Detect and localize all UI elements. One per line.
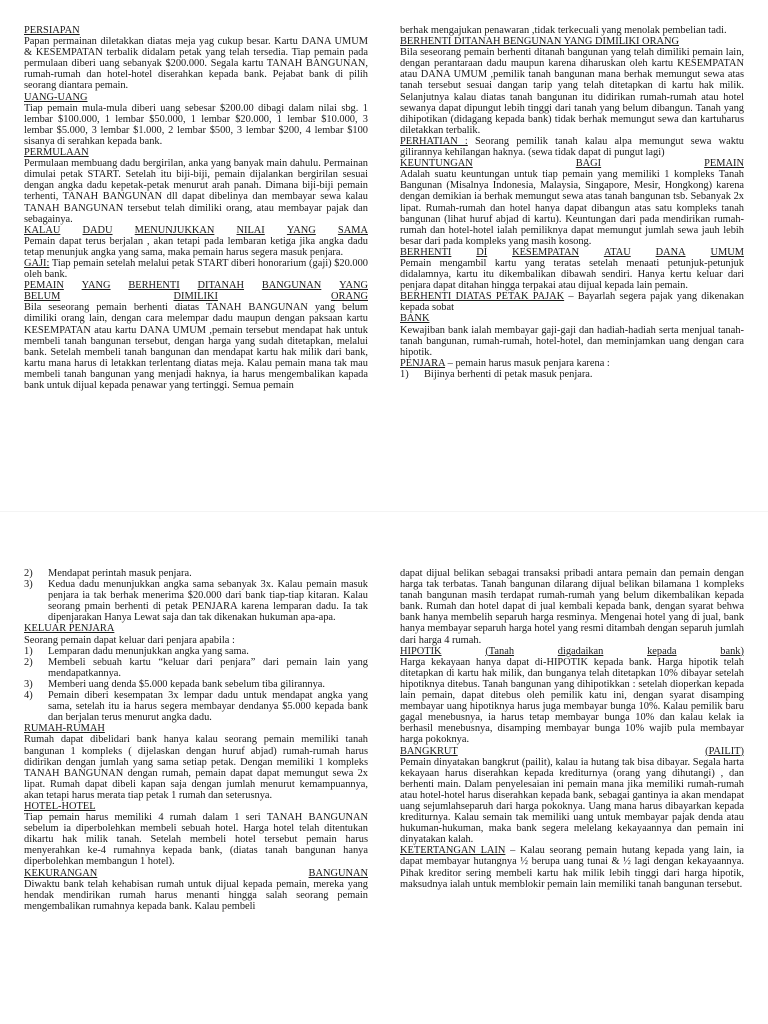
inline-heading: GAJI: (24, 257, 50, 269)
heading-word: HIPOTIK (400, 645, 442, 657)
list-item (24, 690, 368, 723)
heading-word: PEMAIN (24, 280, 64, 292)
list-text: Mendapat perintah masuk penjara. (48, 568, 192, 579)
page-1-right-column (400, 25, 744, 512)
list-text: Membeli sebuah kartu “keluar dari penjara” dari pemain lain yang mendapatkannya. (48, 656, 368, 679)
paragraph: Pemain dinyatakan bangkrut (pailit), kalau ia hutang tak bisa dibayar. Segala harta kekayaan harus diserahkan kepada krediturnya (orang yang dihutangi) , dan berhenti main. Dalam penyelesaian ini pemain mana jika memiliki rumah-rumah atau hotel-hotel harus diserahkan kepada bank, sebagai gantinya ia akan mendapat uang sejumlahseparuh dari harga pokoknya. Uang mana harus dibayarkan kepada krediturnya. Kalau semain tak memiliki uang untuk membayar pajak denda atau hukuman-hukuman, maka bank segera melelang kekayaannya dan pemain ini dinyatakan kalah. (400, 756, 744, 846)
heading-word: DITANAH (197, 280, 245, 292)
paragraph: berhak mengajukan penawaran ,tidak terkecuali yang menolak pembelian tadi. (400, 25, 727, 36)
paragraph: Harga kekayaan hanya dapat di-HIPOTIK kepada bank. Harga hipotik telah ditetapkan di kartu hak milik, dan bunganya telah ditetapkan 10% dibayar setelah hipotiknya ditebus. Tanah bangunan yang dihipotikkan : setelah dioperkan kepada lain pemain, dapat ditebus oleh pemilik katu ini, dengan syarat disamping membayar uang hipotiknya harus juga membayar bunga 10%. Kalau pemilik baru gagal menebusnya, ia harus tetap membayar bunga 10% dan kalau kelak ia berhasil menebusnya, disamping membayar bunga 10% wajib pula membayar harga pokoknya. (400, 656, 744, 746)
section-heading: HOTEL-HOTEL (24, 800, 96, 812)
paragraph: Pemain mengambil kartu yang teratas setelah menaati petunjuk-petunjuk didalamnya, kartu itu dikembalikan dibawah sendiri. Hanya kertu keluar dari penjara dapat ditahan hingga terpakai atau dijual kepada lain pemain. (400, 257, 744, 292)
list-item (24, 579, 368, 623)
section-heading (24, 225, 368, 236)
section-heading: BERHENTI DITANAH BENGUNAN YANG DIMILIKI ORANG (400, 36, 680, 48)
section-heading: KELUAR PENJARA (24, 623, 115, 635)
section-heading (24, 868, 368, 879)
paragraph: Pemain dapat terus berjalan , akan tetapi pada lembaran ketiga jika angka dadu tetap menunjuk angka yang sama, maka pemain harus segera masuk penjara. (24, 235, 368, 258)
heading-word: kepada (647, 645, 677, 657)
list-text: Memberi uang denda $5.000 kepada bank sebelum tiba gilirannya. (48, 678, 326, 690)
paragraph: Tiap pemain mula-mula diberi uang sebesar $200.00 dibagi dalam nilai sbg. 1 lembar $100.000, 1 lembar $50.000, 1 lembar $20.000, 1 lembar $10.000, 3 lembar $5.000, 3 lembar $1.000, 2 lembar $500, 3 lembar $200, 4 lembar $100 sisanya di serahkan kepada bank. (24, 102, 368, 147)
section-heading (24, 291, 368, 302)
paragraph (400, 291, 744, 313)
section-heading: UANG-UANG (24, 91, 88, 103)
paragraph (400, 136, 744, 158)
heading-word: YANG (286, 224, 316, 236)
section-heading: BANK (400, 313, 430, 325)
list-text: Bijinya berhenti di petak masuk penjara. (424, 368, 593, 380)
paragraph: Kewajiban bank ialah membayar gaji-gaji dan hadiah-hadiah serta menjual tanah-tanah bangunan, rumah-rumah, hotel-hotel, dan meminjamkan uang dengan cara hipotik. (400, 324, 744, 358)
list-number: 4) (24, 690, 33, 702)
list-number: 2) (24, 568, 33, 579)
heading-word: PEMAIN (704, 158, 744, 170)
paragraph (400, 358, 744, 369)
section-heading (400, 746, 744, 757)
page-2-left-column (24, 568, 368, 1024)
heading-word: ATAU (603, 246, 631, 258)
heading-word: BERHENTI (400, 246, 452, 258)
heading-word: ORANG (331, 291, 368, 303)
list-item (24, 679, 368, 690)
heading-word: SAMA (337, 224, 368, 236)
heading-word: BERHENTI (128, 280, 180, 292)
inline-heading: KETERTANGAN LAIN (400, 845, 506, 857)
list-text: Lemparan dadu menunjukkan angka yang sama. (48, 645, 249, 657)
section-heading: PERMULAAN (24, 147, 89, 159)
paragraph (400, 845, 744, 889)
heading-word: KEKURANGAN (24, 867, 98, 879)
list-number: 2) (24, 656, 33, 668)
inline-heading: PERHATIAN : (400, 135, 468, 147)
inline-heading: PENJARA (400, 357, 446, 369)
paragraph (24, 258, 368, 280)
paragraph-text: – Kalau seorang pemain hutang kepada yang lain, ia dapat membayar hutangnya ½ berupa uang tunai & ½ lagi dengan kekayaannya. Pihak kreditor sering membeli kartu hak milik lebih tinggi dari harga hipotik, maksudnya ialah untuk memblokir pemain lain memiliki tanah bangunan tersebut. (400, 845, 744, 890)
list-number: 1) (24, 645, 33, 657)
page-2 (0, 512, 768, 1024)
list-item (24, 646, 368, 657)
paragraph-text: Seorang pemilik tanah kalau alpa memungut sewa waktu gilirannya kehilangan haknya. (sewa tidak dapat di pungut lagi) (400, 135, 744, 159)
paragraph: Bila seseorang pemain berhenti ditanah bangunan yang telah dimiliki pemain lain, dengan perantaraan dadu maupun karena diharuskan oleh kartu KESEMPATAN atau DANA UMUM ,pemilik tanah bangunan mana berhak memungut sewa atas tanah tersebut sesuai dangan tarip yang telah ditetapkan di kartu hak milik. Selanjutnya kalau diatas tanah bangunan itu didirikan rumah-rumah atau hotel sewanya dapat dipungut lebih tinggi dari tanah yang belum dibangun. Tanah yang dihipotikan (didagang kepada bank) tidak berhak memungut sewa dan kartuharus diletakkan terbalik. (400, 47, 744, 136)
section-heading (400, 158, 744, 169)
paragraph: Permulaan membuang dadu bergirilan, anka yang banyak main dahulu. Permainan dimulai petak START. Setelah itu biji-biji, pemain dijalankan bergirilan sesuai dengan angka dadu kepetak-petak menurut arah panah. Dimana biji-biji pemain terhenti, TANAH BANGUNAN dll dapat dibelinya dan membayar sewa kalau TANAH BANGUNAN tersebut telah dimiliki orang, atau membayar pajak dan sebagainya. (24, 158, 368, 225)
heading-word: YANG (339, 280, 368, 292)
heading-word: (Tanah (485, 645, 515, 657)
paragraph: dapat dijual belikan sebagai transaksi pribadi antara pemain dan pemain dengan harga tak terbatas. Tanah bangunan dilarang dijual belikan bilamana 1 kompleks tanah bangunan masih terdapat rumah-rumah yang belum dikembalikan kepada bank. Rumah dan hotel dapat di jual kembali kepada bank, dengan syarat behwa bank hanya membelih separuh harga resminya. Mengenai hotel yang di jual, bank hanya membayar separuh harga hotel yang resmi ditambah dengan separuh jumlah dari harga 4 rumah. (400, 568, 744, 646)
paragraph: Rumah dapat dibelidari bank hanya kalau seorang pemain memiliki tanah bangunan 1 kompleks ( dijelaskan dengan huruf abjad) rumah-rumah harus didirikan dengan jumlah yang sama setiap petak. Dengan memiliki 1 kompleks TANAH BANGUNAN dengan rumah, pemain dapat dapat memungut sewa 2x lipat. Rumah dapat dibeli kapan saja dengan jumlah menurut kemampuannya, akan tetapi harus merata tiap petak 1 rumah dan seterusnya. (24, 734, 368, 801)
list-text: Pemain diberi kesempatan 3x lempar dadu untuk mendapat angka yang sama, setelah itu ia harus segera membayar dendanya $5.000 kepada bank dan berjalan terus menurut angka dadu. (48, 690, 368, 724)
heading-word: YANG (81, 280, 111, 292)
heading-word: (PAILIT) (705, 745, 744, 757)
heading-word: DADU (82, 224, 113, 236)
list-number: 3) (24, 579, 33, 591)
page-2-right-column (400, 568, 744, 1024)
section-heading: PERSIAPAN (24, 25, 80, 36)
paragraph: Tiap pemain harus memiliki 4 rumah dalam 1 seri TANAH BANGUNAN sebelum ia diperbolehkan membeli sebuah hotel. Harga hotel telah ditentukan dikartu hak milik tanah. Setelah membeli hotel tersebut pemain harus menyerahkan ke-4 rumahnya kepada bank, (diatas tanah bangunan hanya diperbolehkan membangun 1 hotel). (24, 812, 368, 868)
page-1-left-column (24, 25, 368, 512)
paragraph: Bila seseorang pemain berhenti diatas TANAH BANGUNAN yang belum dimiliki orang lain, dengan cara melempar dadu maupun dengan paksaan kartu KESEMPATAN atau kartu DANA UMUM ,pemain tersebut mendapat hak untuk membeli tanah bangunan tersebut, dengan harga yang sudah ditetapkan, melalui bank. Setelah membeli tanah bangunan dan mendapat kartu hak milik dari bank, kartu mana harus di letakkan terlentang diatas meja. Kalau pemain mana tak mau membeli tanah bangunan yang menjadi haknya, ia harus mengembalikan kapada bank untuk dijual kepada penawar yang tertinggi. Semua pemain (24, 302, 368, 391)
paragraph-text: Tiap pemain setelah melalui petak START diberi honorarium (gaji) $20.000 oleh bank. (24, 257, 368, 281)
heading-word: UMUM (710, 246, 744, 258)
heading-word: KALAU (24, 224, 61, 236)
paragraph: Seorang pemain dapat keluar dari penjara apabila : (24, 634, 235, 646)
inline-heading: BERHENTI DIATAS PETAK PAJAK (400, 291, 565, 303)
list-text: Kedua dadu menunjukkan angka sama sebanyak 3x. Kalau pemain masuk penjara ia tak berhak menerima $20.000 dari bank tiap-tiap kitaran. Kalau seorang pmain berhenti di petak PENJARA karena lemparan dadu. Ia tak dipenjarakan Hanya Lewat saja dan tak dikenakan hukuman apa-apa. (48, 579, 368, 624)
heading-word: BANGKRUT (400, 745, 458, 757)
heading-word: MENUNJUKKAN (134, 224, 215, 236)
paragraph: Diwaktu bank telah kehabisan rumah untuk dijual kepada pemain, mereka yang hendak mendirikan rumah harus menanti hingga salah seorang pemain mengembalikan rumahnya kepada bank. Kalau pembeli (24, 878, 368, 912)
section-heading (24, 280, 368, 291)
heading-word: BANGUNAN (308, 867, 368, 879)
heading-word: BELUM (24, 291, 61, 303)
heading-word: KEUNTUNGAN (400, 158, 473, 170)
paragraph-text: – pemain harus masuk penjara karena : (445, 357, 610, 369)
list-number: 3) (24, 678, 33, 690)
paragraph: Adalah suatu keuntungan untuk tiap pemain yang memiliki 1 kompleks Tanah Bangunan (Misalnya Indonesia, Malaysia, Singapore, Mesir, Hongkong) karena dengan demikian ia berhak memungut sewa atas tanah bangunan tsb. Sebanyak 2x lipat. Rumah-rumah dan hotel hanya dapat dibangun atas satu kompleks tanah bangunan (lihat huruf abjad di kartu). Keuntungan dari pada mendirikan rumah-rumah dan hotel-hotel ialah pemiliknya dapat memungut jumlah sewa jauh lebih besar dari pada kompleks yang masih kosong. (400, 169, 744, 247)
heading-word: KESEMPATAN (512, 246, 579, 258)
heading-word: bank) (720, 645, 744, 657)
list-item (24, 657, 368, 679)
section-heading (400, 646, 744, 657)
list-item (400, 369, 744, 380)
section-heading: RUMAH-RUMAH (24, 723, 105, 735)
heading-word: digadaikan (557, 645, 604, 657)
heading-word: NILAI (236, 224, 265, 236)
list-number: 1) (400, 368, 409, 380)
paragraph-text: – Bayarlah segera pajak yang dikenakan kepada sobat (400, 291, 744, 314)
heading-word: DIMILIKI (173, 291, 218, 303)
heading-word: DANA (655, 246, 686, 258)
heading-word: DI (476, 246, 488, 258)
paragraph: Papan permainan diletakkan diatas meja yag cukup besar. Kartu DANA UMUM & KESEMPATAN terbalik didalam petak yang telah tersedia. Tiap pemain pada permulaan diberi uang sebanyak $200.000. Segala kartu TANAH BANGUNAN, rumah-rumah dan hotel-hotel diserahkan kepada bank. Pejabat bank di pilih seorang diantara pemain. (24, 36, 368, 92)
heading-word: BAGI (575, 158, 602, 170)
list-item (24, 568, 368, 579)
heading-word: BANGUNAN (261, 280, 322, 292)
section-heading (400, 247, 744, 258)
